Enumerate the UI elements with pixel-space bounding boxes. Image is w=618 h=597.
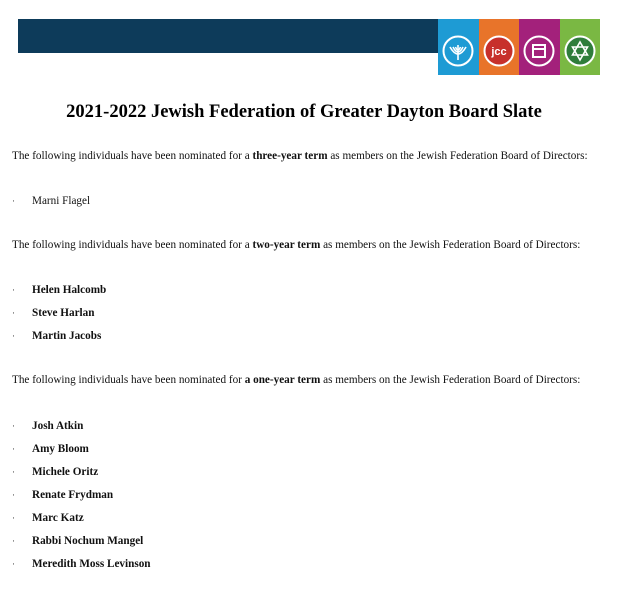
nominee-name: Renate Frydman: [32, 489, 114, 501]
star-of-david-icon: [564, 35, 596, 67]
bullet: ·: [12, 467, 15, 477]
intro-after: as members on the Jewish Federation Board of Directors:: [327, 150, 588, 162]
hebrew-letter-icon: [523, 35, 555, 67]
nominee-name: Amy Bloom: [32, 443, 89, 455]
intro-before: The following individuals have been nominated for a: [12, 150, 253, 162]
nominee-name: Rabbi Nochum Mangel: [32, 535, 144, 547]
bullet: ·: [12, 513, 15, 523]
bullet: ·: [12, 331, 15, 341]
star-logo-tile: [560, 19, 601, 75]
term-label: two-year term: [252, 239, 321, 251]
intro-after: as members on the Jewish Federation Board of Directors:: [320, 239, 581, 251]
jcc-logo-icon: [483, 35, 515, 67]
term-label: three-year term: [252, 150, 328, 162]
nominee-name: Martin Jacobs: [32, 330, 102, 342]
nominee-name: Steve Harlan: [32, 307, 95, 319]
bullet: ·: [12, 559, 15, 569]
three-year-intro: [12, 145, 602, 168]
intro-after: as members on the Jewish Federation Board of Directors:: [320, 374, 581, 386]
nominee-name: Michele Oritz: [32, 466, 99, 478]
header-banner: [18, 19, 438, 53]
bullet: ·: [12, 421, 15, 431]
bullet: ·: [12, 490, 15, 500]
nominee-name: Helen Halcomb: [32, 284, 107, 296]
bullet: ·: [12, 444, 15, 454]
jcc-logo-text: jcc: [490, 46, 507, 58]
nominee-name: Marni Flagel: [32, 195, 91, 207]
bullet: ·: [12, 285, 15, 295]
menorah-logo-tile: [438, 19, 479, 75]
hebrew-logo-tile: [519, 19, 560, 75]
two-year-intro: [12, 234, 602, 257]
intro-before: The following individuals have been nominated for: [12, 374, 245, 386]
jcc-logo-tile: [479, 19, 520, 75]
intro-before: The following individuals have been nominated for a: [12, 239, 253, 251]
nominee-name: Josh Atkin: [32, 420, 84, 432]
page-title: 2021-2022 Jewish Federation of Greater Dayton Board Slate: [66, 102, 542, 122]
bullet: ·: [12, 308, 15, 318]
menorah-icon: [442, 35, 474, 67]
federation-logo-strip: [438, 19, 600, 75]
one-year-intro: [12, 369, 602, 392]
bullet: ·: [12, 196, 15, 206]
nominee-name: Marc Katz: [32, 512, 84, 524]
term-label: a one-year term: [244, 374, 321, 386]
nominee-name: Meredith Moss Levinson: [32, 558, 151, 570]
bullet: ·: [12, 536, 15, 546]
